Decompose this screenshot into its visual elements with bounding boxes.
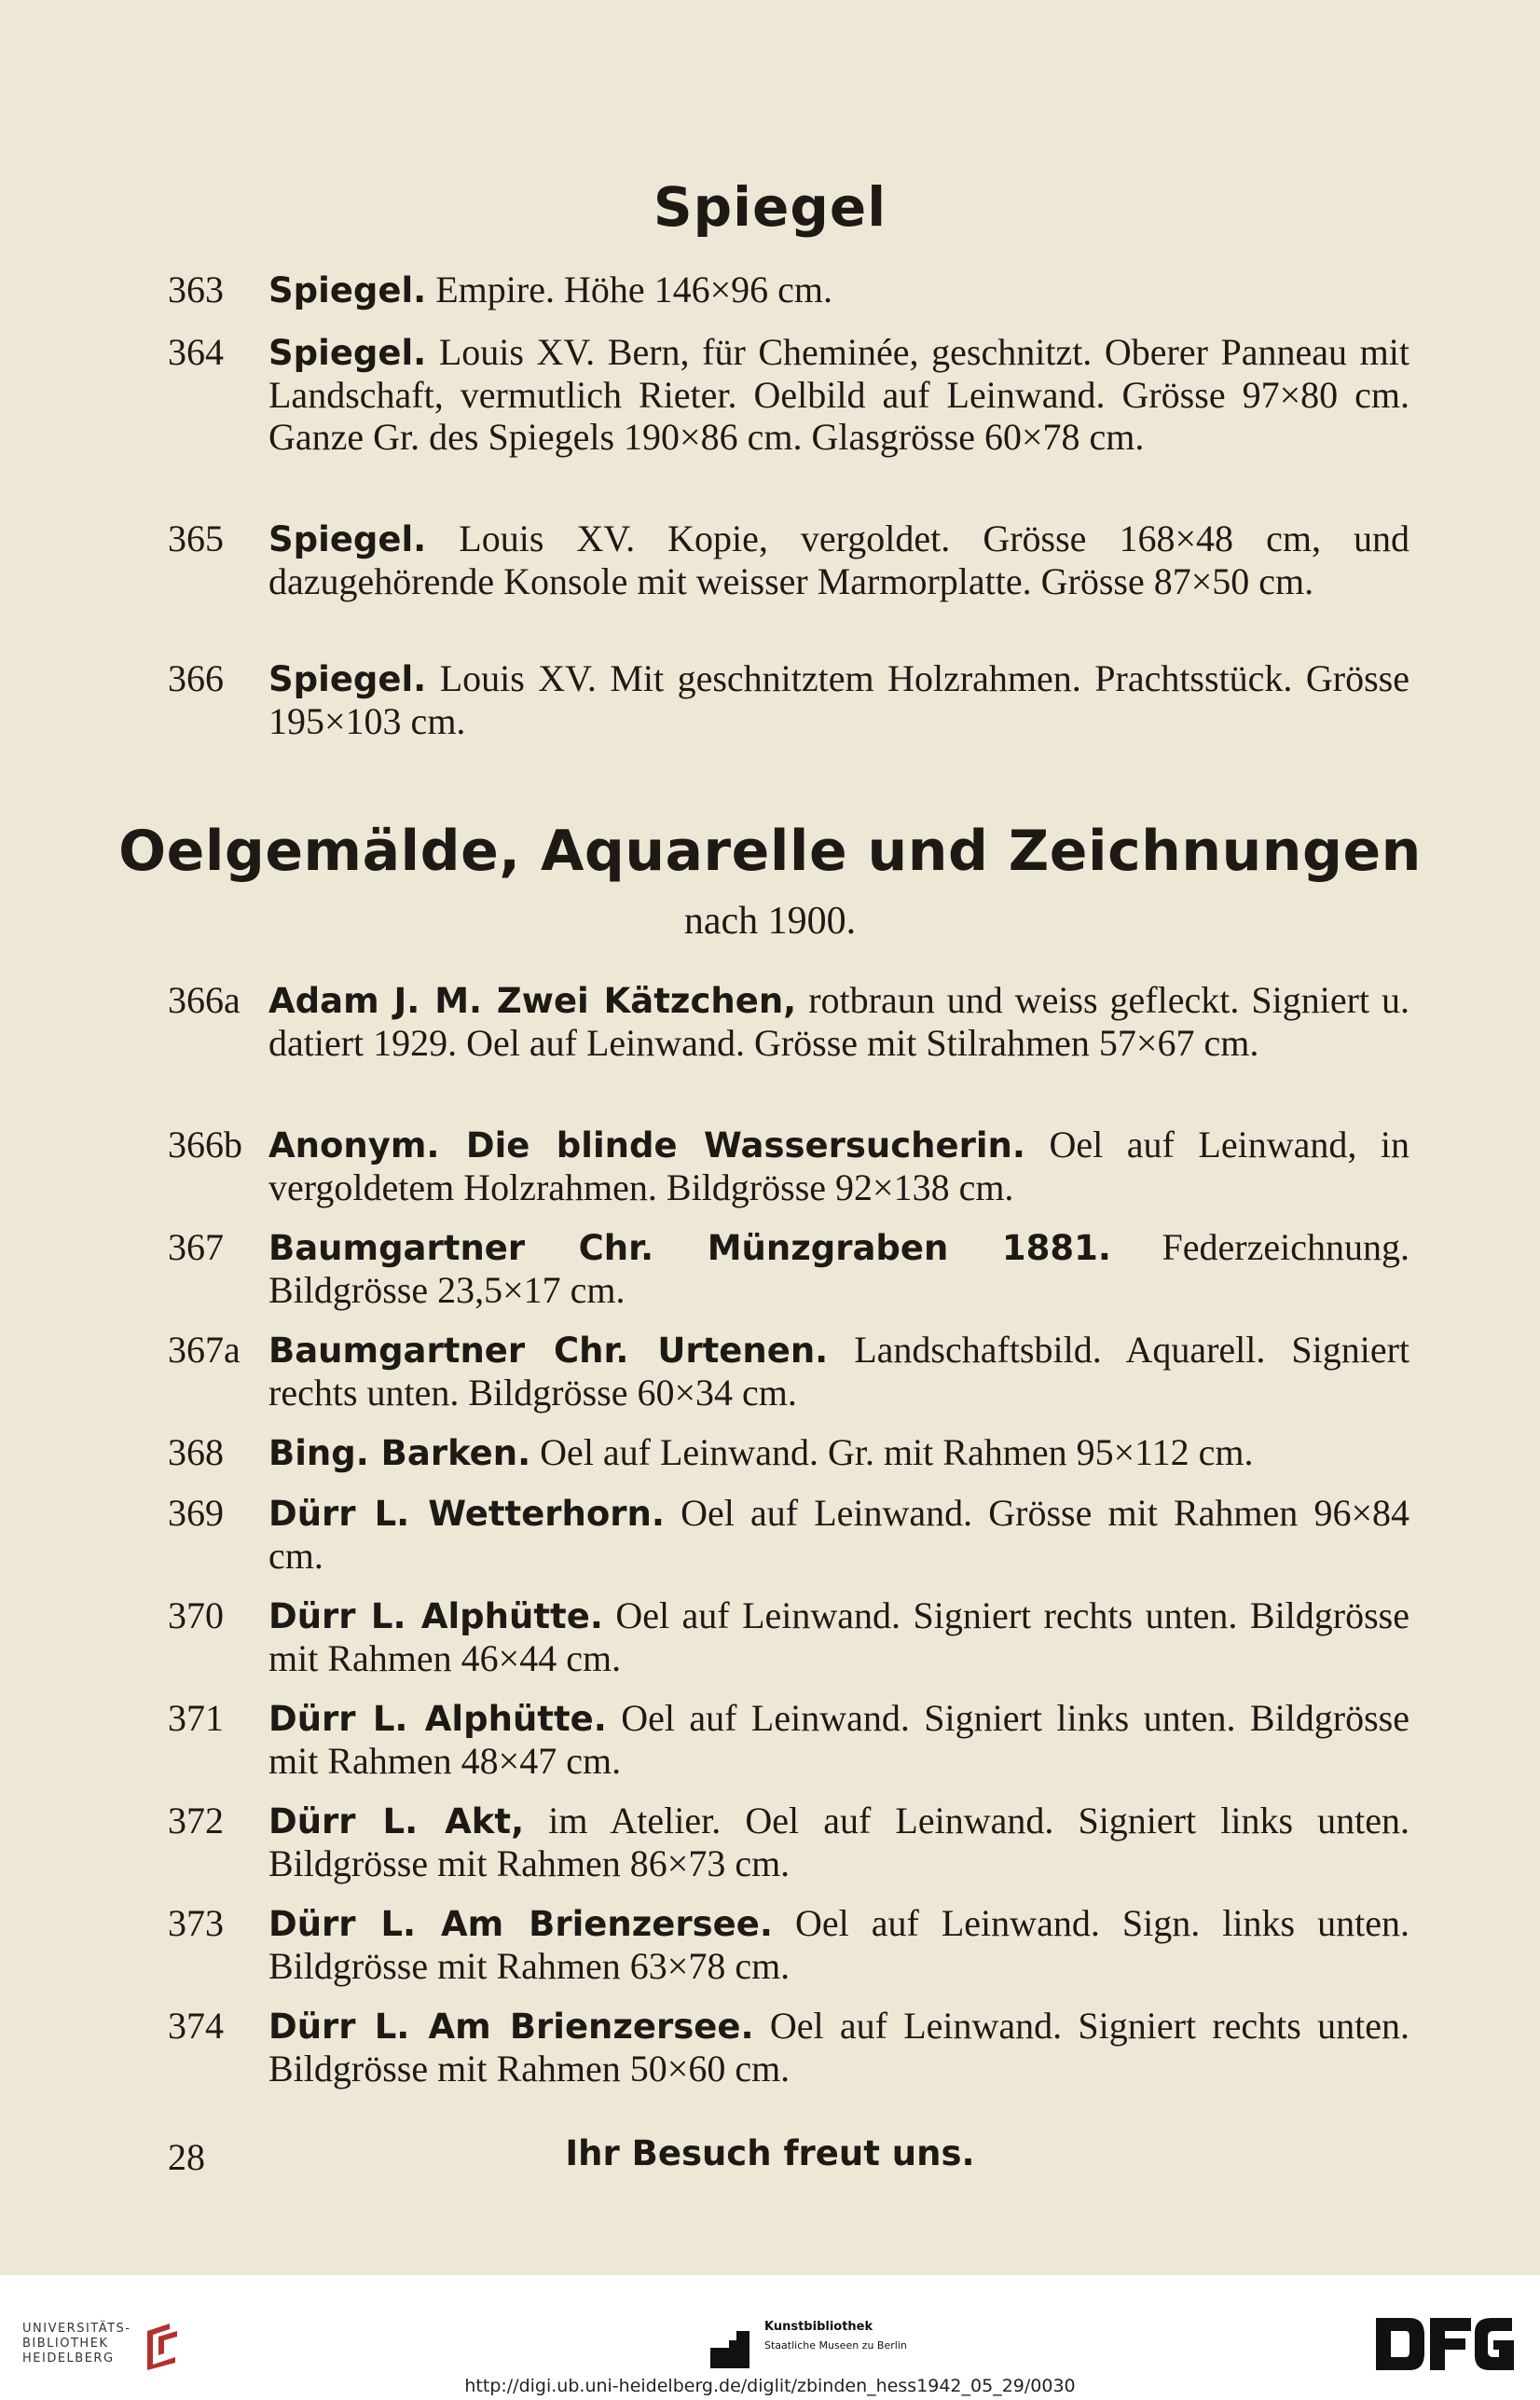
kunstbibliothek-label (764, 2320, 907, 2352)
entry-371 (168, 1697, 1409, 1782)
source-url: http://digi.ub.uni-heidelberg.de/diglit/zbinden_hess1942_05_29/0030 (464, 2376, 1076, 2396)
entry-title: Spiegel. (268, 270, 427, 310)
kunstbibliothek-logo-icon (705, 2322, 759, 2378)
entry-number: 365 (168, 517, 224, 559)
entry-number: 366b (168, 1124, 242, 1166)
entry-number: 366 (168, 657, 224, 699)
entry-title: Anonym. Die blinde Wassersucherin. (268, 1125, 1025, 1166)
entry-number: 369 (168, 1492, 224, 1534)
kb-subtitle: Staatliche Museen zu Berlin (764, 2339, 907, 2352)
entry-title: Spiegel. (268, 519, 427, 559)
entry-number: 368 (168, 1431, 224, 1473)
entry-number: 374 (168, 2005, 224, 2047)
entry-number: 366a (168, 979, 241, 1021)
entry-title: Dürr L. Alphütte. (268, 1596, 603, 1636)
kb-title: Kunstbibliothek (764, 2320, 873, 2334)
entry-title: Spiegel. (268, 659, 427, 699)
entry-text: Oel auf Leinwand. Signiert links unten. Bildgrösse mit Rahmen 48×47 cm. (268, 1697, 1410, 1782)
uni-line-3: HEIDELBERG (22, 2352, 115, 2366)
entry-363 (168, 269, 1409, 311)
entry-364 (168, 331, 1409, 458)
entry-title: Baumgartner Chr. Münzgraben 1881. (268, 1228, 1111, 1268)
uni-line-2: BIBLIOTHEK (22, 2337, 109, 2351)
entry-number: 367 (168, 1226, 224, 1268)
university-logo-icon (142, 2320, 183, 2372)
entry-text: Louis XV. Kopie, vergoldet. Grösse 168×48 cm, und dazugehörende Konsole mit weisser Marmorplatte. Grösse 87×50 cm. (268, 517, 1409, 602)
entry-367 (168, 1226, 1409, 1311)
entry-title: Dürr L. Am Brienzersee. (268, 1904, 773, 1944)
entry-text: rotbraun und weiss gefleckt. Signiert u. datiert 1929. Oel auf Leinwand. Grösse mit Stilrahmen 57×67 cm. (268, 979, 1409, 1064)
entry-text: Federzeichnung. Bildgrösse 23,5×17 cm. (268, 1226, 1409, 1311)
entry-title: Dürr L. Alphütte. (268, 1699, 607, 1739)
entry-number: 367a (168, 1329, 241, 1371)
entry-366b (168, 1124, 1409, 1208)
entry-368 (168, 1431, 1409, 1474)
entry-372 (168, 1800, 1409, 1884)
entry-title: Dürr L. Akt, (268, 1801, 525, 1841)
entry-374 (168, 2005, 1409, 2090)
entry-text: im Atelier. Oel auf Leinwand. Signiert links unten. Bildgrösse mit Rahmen 86×73 cm. (268, 1800, 1409, 1884)
entry-title: Spiegel. (268, 333, 427, 373)
entry-369 (168, 1492, 1409, 1577)
entry-text: Oel auf Leinwand. Sign. links unten. Bildgrösse mit Rahmen 63×78 cm. (268, 1902, 1409, 1987)
entry-title: Baumgartner Chr. Urtenen. (268, 1331, 829, 1371)
entry-number: 371 (168, 1697, 224, 1739)
entry-373 (168, 1902, 1409, 1987)
footer-slogan: Ihr Besuch freut uns. (565, 2133, 975, 2173)
dfg-logo-icon (1372, 2307, 1518, 2381)
entry-text: Louis XV. Mit geschnitztem Holzrahmen. Prachtsstück. Grösse 195×103 cm. (268, 657, 1409, 742)
entry-number: 372 (168, 1800, 224, 1841)
section-title-oelgemaelde: Oelgemälde, Aquarelle und Zeichnungen (118, 819, 1422, 884)
page-number: 28 (168, 2136, 205, 2178)
entry-365 (168, 517, 1409, 602)
university-library-label (22, 2322, 131, 2366)
entry-text: Oel auf Leinwand. Gr. mit Rahmen 95×112 cm. (530, 1431, 1254, 1473)
entry-text: Landschaftsbild. Aquarell. Signiert rechts unten. Bildgrösse 60×34 cm. (268, 1329, 1410, 1414)
entry-text: Louis XV. Bern, für Cheminée, geschnitzt. Oberer Panneau mit Landschaft, vermutlich Rieter. Oelbild auf Leinwand. Grösse 97×80 cm. Ganze Gr. des Spiegels 190×86 cm. Glasgrösse 60×78 cm. (268, 331, 1409, 458)
entry-text: Oel auf Leinwand, in vergoldetem Holzrahmen. Bildgrösse 92×138 cm. (268, 1124, 1409, 1208)
uni-line-1: UNIVERSITÄTS- (22, 2322, 131, 2336)
entry-367a (168, 1329, 1409, 1414)
entry-text: Oel auf Leinwand. Signiert rechts unten. Bildgrösse mit Rahmen 50×60 cm. (268, 2005, 1409, 2090)
entry-title: Dürr L. Wetterhorn. (268, 1494, 665, 1534)
entry-number: 370 (168, 1594, 224, 1636)
entry-title: Dürr L. Am Brienzersee. (268, 2007, 754, 2047)
entry-title: Bing. Barken. (268, 1433, 531, 1473)
entry-number: 364 (168, 331, 224, 373)
section-subtitle: nach 1900. (683, 900, 857, 943)
entry-366 (168, 657, 1409, 742)
entry-text: Empire. Höhe 146×96 cm. (426, 269, 833, 310)
entry-text: Oel auf Leinwand. Grösse mit Rahmen 96×84 cm. (268, 1492, 1409, 1577)
entry-number: 363 (168, 269, 224, 310)
entry-title: Adam J. M. Zwei Kätzchen, (268, 981, 797, 1021)
entry-number: 373 (168, 1902, 224, 1944)
entry-370 (168, 1594, 1409, 1679)
section-title-spiegel: Spiegel (653, 175, 887, 239)
entry-text: Oel auf Leinwand. Signiert rechts unten. Bildgrösse mit Rahmen 46×44 cm. (268, 1594, 1410, 1679)
entry-366a (168, 979, 1409, 1064)
